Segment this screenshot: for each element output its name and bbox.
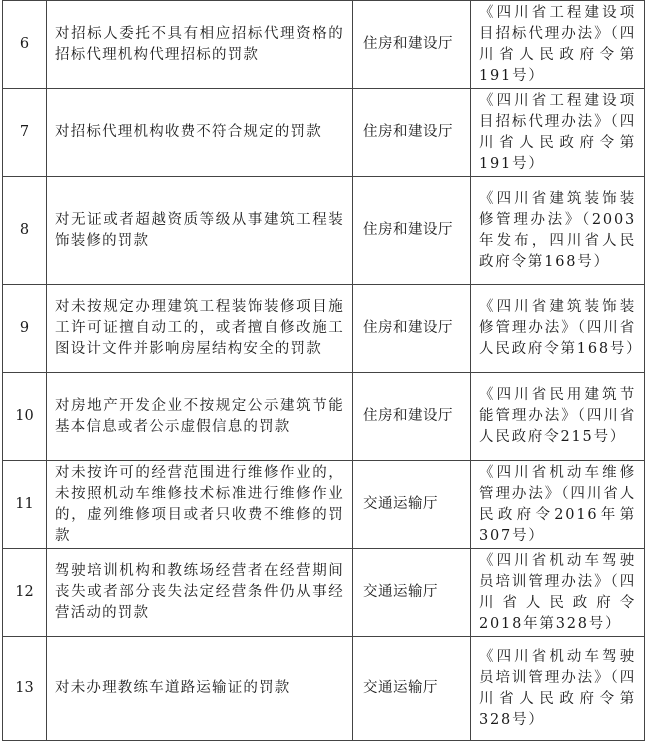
legal-basis: 《四川省机动车驾驶员培训管理办法》（四川省人民政府令2018年第328号）: [471, 549, 645, 637]
penalty-item: 对招标人委托不具有相应招标代理资格的招标代理机构代理招标的罚款: [47, 1, 353, 89]
penalty-item: 对未按规定办理建筑工程装饰装修项目施工许可证擅自动工的，或者擅自修改施工图设计文件并影响房屋结构安全的罚款: [47, 285, 353, 373]
legal-basis: 《四川省机动车驾驶员培训管理办法》（四川省人民政府令第328号）: [471, 637, 645, 741]
row-number: 13: [3, 637, 47, 741]
row-number: 9: [3, 285, 47, 373]
penalty-item: 对未按许可的经营范围进行维修作业的，未按照机动车维修技术标准进行维修作业的，虚列维修项目或者只收费不维修的罚款: [47, 461, 353, 549]
penalty-item: 对无证或者超越资质等级从事建筑工程装饰装修的罚款: [47, 177, 353, 285]
legal-basis: 《四川省建筑装饰装修管理办法》（四川省人民政府令第168号）: [471, 285, 645, 373]
table-row: [3, 1, 645, 89]
table-row: [3, 373, 645, 461]
penalty-table: [2, 0, 645, 741]
row-number: 10: [3, 373, 47, 461]
department: 交通运输厅: [353, 549, 471, 637]
department: 住房和建设厅: [353, 1, 471, 89]
legal-basis: 《四川省工程建设项目招标代理办法》（四川省人民政府令第191号）: [471, 1, 645, 89]
penalty-item: 驾驶培训机构和教练场经营者在经营期间丧失或者部分丧失法定经营条件仍从事经营活动的罚款: [47, 549, 353, 637]
table-row: [3, 637, 645, 741]
department: 住房和建设厅: [353, 373, 471, 461]
department: 住房和建设厅: [353, 285, 471, 373]
row-number: 12: [3, 549, 47, 637]
penalty-item: 对房地产开发企业不按规定公示建筑节能基本信息或者公示虚假信息的罚款: [47, 373, 353, 461]
table-row: [3, 549, 645, 637]
legal-basis: 《四川省建筑装饰装修管理办法》（2003年发布，四川省人民政府令第168号）: [471, 177, 645, 285]
row-number: 6: [3, 1, 47, 89]
legal-basis: 《四川省机动车维修管理办法》（四川省人民政府令2016年第307号）: [471, 461, 645, 549]
department: 住房和建设厅: [353, 89, 471, 177]
table-row: [3, 177, 645, 285]
table-row: [3, 461, 645, 549]
department: 交通运输厅: [353, 637, 471, 741]
table-row: [3, 89, 645, 177]
row-number: 8: [3, 177, 47, 285]
row-number: 11: [3, 461, 47, 549]
legal-basis: 《四川省工程建设项目招标代理办法》（四川省人民政府令第191号）: [471, 89, 645, 177]
legal-basis: 《四川省民用建筑节能管理办法》（四川省人民政府令215号）: [471, 373, 645, 461]
penalty-item: 对未办理教练车道路运输证的罚款: [47, 637, 353, 741]
table-row: [3, 285, 645, 373]
row-number: 7: [3, 89, 47, 177]
penalty-item: 对招标代理机构收费不符合规定的罚款: [47, 89, 353, 177]
department: 住房和建设厅: [353, 177, 471, 285]
department: 交通运输厅: [353, 461, 471, 549]
